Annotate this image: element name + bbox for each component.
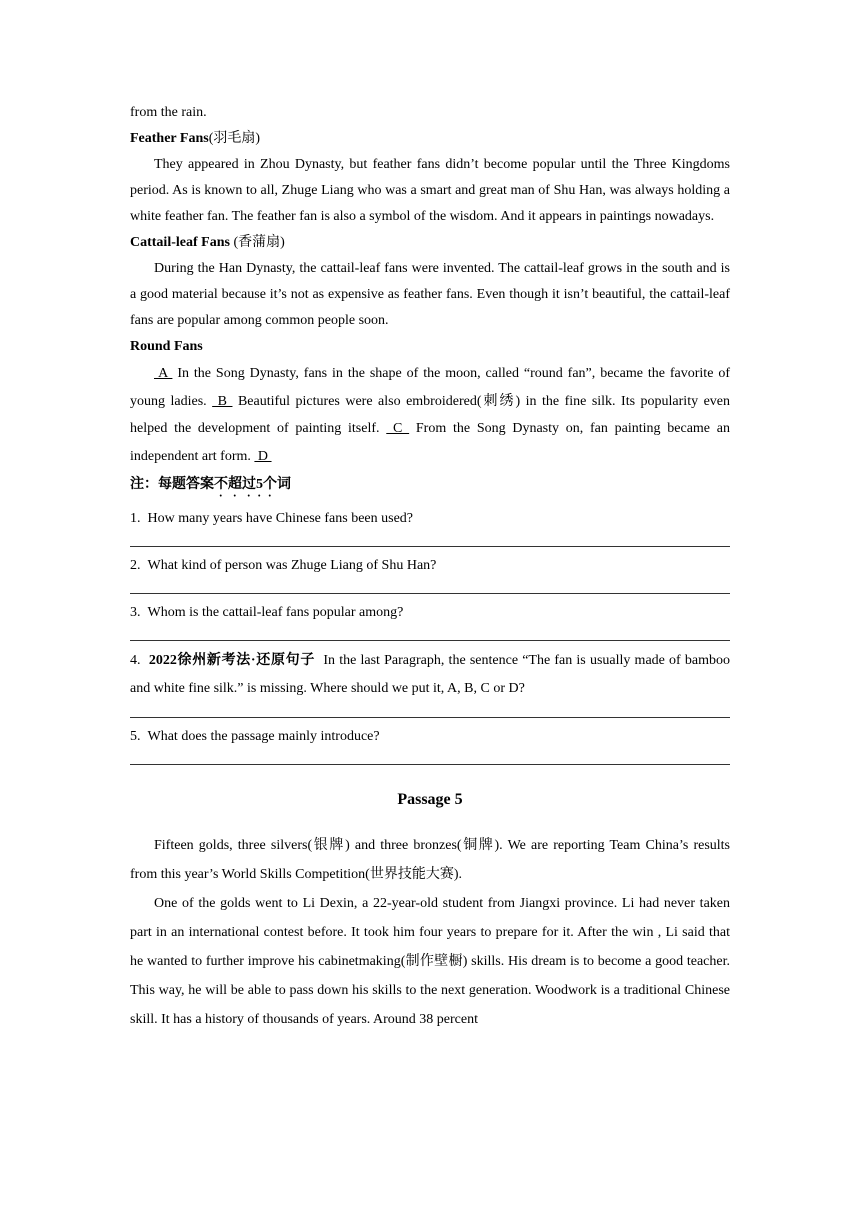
passage5-para-1: Fifteen golds, three silvers(银牌) and three bronzes(铜牌). We are reporting Team China’s results from this year’s World Skills Competition(世界技能大赛). bbox=[130, 838, 730, 882]
question-number: 4. bbox=[130, 653, 141, 668]
passage5-para-2: One of the golds went to Li Dexin, a 22-year-old student from Jiangxi province. Li had never taken part in an international contest before. It took him four years to prepare for it. After the win , Li said that he wanted to further improve his cabinetmaking(制作壁橱) skills. His dream is to become a good teacher. This way, he will be able to pass down his skills to the next generation. Woodwork is a traditional Chinese skill. It has a history of thousands of years. Around 38 percent bbox=[130, 896, 730, 1027]
cattail-body: During the Han Dynasty, the cattail-leaf fans were invented. The cattail-leaf grows in the south and is a good material because it’s not as expensive as feather fans. Even though it isn’t beautiful, the cattail-leaf fans are popular among common people soon. bbox=[130, 261, 730, 328]
question-number: 5. bbox=[130, 729, 141, 744]
blank-a: A bbox=[154, 366, 173, 381]
cattail-heading bbox=[130, 230, 730, 256]
note-prefix: 注：每题答案 bbox=[130, 477, 214, 492]
answer-line-5[interactable] bbox=[130, 750, 730, 765]
answer-note bbox=[130, 472, 730, 500]
feather-heading bbox=[130, 126, 730, 152]
question-text: What does the passage mainly introduce? bbox=[147, 729, 380, 744]
cattail-heading-cn: (香蒲扇) bbox=[229, 235, 285, 250]
answer-line-2[interactable] bbox=[130, 579, 730, 594]
question-2 bbox=[130, 553, 730, 579]
question-number: 3. bbox=[130, 605, 141, 620]
feather-heading-cn: (羽毛扇) bbox=[208, 131, 261, 146]
question-number: 1. bbox=[130, 511, 141, 526]
question-text: How many years have Chinese fans been used? bbox=[147, 511, 414, 526]
blank-d: D bbox=[254, 448, 272, 464]
round-text-2: Beautiful pictures were also embroidered(刺绣) in the fine silk. Its popularity even helped the development of painting itself. bbox=[130, 393, 731, 436]
intro-tail: from the rain. bbox=[130, 105, 207, 120]
question-tag: 2022徐州新考法·还原句子 bbox=[148, 653, 316, 668]
question-list bbox=[130, 506, 730, 765]
question-text: In the last Paragraph, the sentence “The fan is usually made of bamboo and white fine silk.” is missing. Where should we put it, A, B, C or D? bbox=[130, 653, 731, 696]
round-body bbox=[130, 360, 730, 470]
question-text: Whom is the cattail-leaf fans popular among? bbox=[147, 605, 404, 620]
passage-title: Passage 5 bbox=[397, 791, 463, 808]
answer-line-4[interactable] bbox=[130, 703, 730, 718]
note-suffix: 词 bbox=[277, 477, 291, 492]
feather-body: They appeared in Zhou Dynasty, but feather fans didn’t become popular until the Three Kingdoms period. As is known to all, Zhuge Liang who was a smart and great man of Shu Han, was always holding a white feather fan. The feather fan is also a symbol of the wisdom. And it appears in paintings nowadays. bbox=[130, 157, 730, 224]
question-5 bbox=[130, 724, 730, 750]
blank-b: B bbox=[212, 393, 233, 409]
round-text-3: From the Song Dynasty on, fan painting became an independent art form. bbox=[130, 421, 730, 464]
note-emphasis-text: 不超过5个 bbox=[214, 477, 277, 492]
question-1 bbox=[130, 506, 730, 532]
answer-line-1[interactable] bbox=[130, 532, 730, 547]
question-3 bbox=[130, 600, 730, 626]
cattail-heading-en: Cattail-leaf Fans bbox=[130, 235, 230, 250]
document-page bbox=[130, 100, 730, 1034]
feather-heading-en: Feather Fans bbox=[130, 131, 209, 146]
question-number: 2. bbox=[130, 558, 141, 573]
question-text: What kind of person was Zhuge Liang of Shu Han? bbox=[147, 558, 437, 573]
question-4 bbox=[130, 647, 730, 703]
round-text-1: In the Song Dynasty, fans in the shape of the moon, called “round fan”, became the favorite of young ladies. bbox=[130, 366, 730, 409]
note-emphasis bbox=[214, 477, 277, 492]
round-heading: Round Fans bbox=[130, 339, 203, 354]
answer-line-3[interactable] bbox=[130, 626, 730, 641]
blank-c: C bbox=[386, 421, 410, 436]
